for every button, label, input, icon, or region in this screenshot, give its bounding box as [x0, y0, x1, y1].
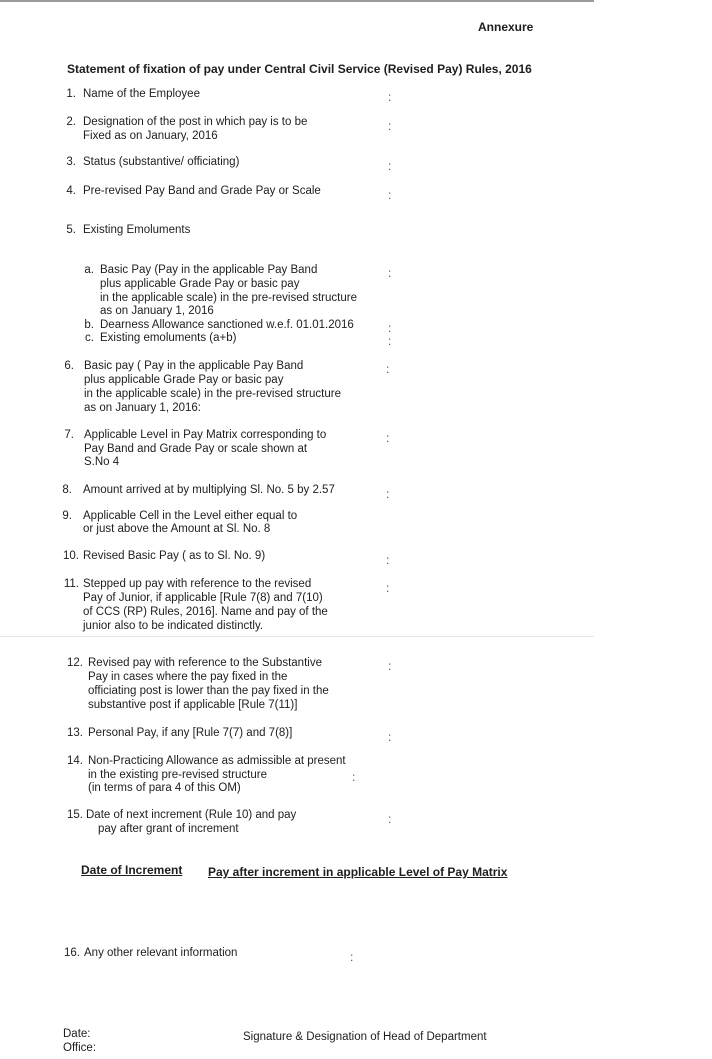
- signature-label: Signature & Designation of Head of Department: [243, 1031, 487, 1043]
- colon-separator: :: [388, 266, 392, 280]
- item-label: Basic pay ( Pay in the applicable Pay Band: [84, 360, 304, 372]
- item-label: in the applicable scale) in the pre-revised structure: [84, 388, 341, 400]
- item-number: 6.: [64, 360, 74, 372]
- item-label: Pay Band and Grade Pay or scale shown at: [84, 443, 308, 455]
- item-number: 1.: [66, 88, 76, 100]
- item-label: as on January 1, 2016:: [84, 402, 201, 414]
- date-label: Date:: [63, 1028, 91, 1040]
- item-label: plus applicable Grade Pay or basic pay: [100, 278, 300, 290]
- colon-separator: :: [386, 581, 390, 595]
- item-label: S.No 4: [84, 456, 120, 468]
- item-label: Designation of the post in which pay is to be: [83, 116, 308, 128]
- item-label: Status (substantive/ officiating): [83, 156, 240, 168]
- item-label: (in terms of para 4 of this OM): [88, 782, 241, 794]
- item-label: Revised pay with reference to the Substantive: [88, 657, 322, 669]
- colon-separator: :: [352, 770, 356, 784]
- item-label: Stepped up pay with reference to the revised: [83, 578, 312, 590]
- item-label: Existing emoluments (a+b): [100, 332, 237, 344]
- item-label: officiating post is lower than the pay fixed in the: [88, 685, 329, 697]
- colon-separator: :: [388, 188, 392, 202]
- item-label: Personal Pay, if any [Rule 7(7) and 7(8)]: [88, 727, 293, 739]
- page-title: Statement of fixation of pay under Central Civil Service (Revised Pay) Rules, 2016: [67, 62, 532, 76]
- item-label: plus applicable Grade Pay or basic pay: [84, 374, 284, 386]
- colon-separator: :: [386, 362, 390, 376]
- item-label: Existing Emoluments: [83, 224, 191, 236]
- colon-separator: :: [388, 659, 392, 673]
- annexure-label: Annexure: [478, 20, 534, 34]
- colon-separator: :: [388, 334, 392, 348]
- sub-item-letter: b.: [84, 319, 94, 331]
- item-number: 7.: [64, 429, 74, 441]
- item-label: of CCS (RP) Rules, 2016]. Name and pay of the: [83, 606, 328, 618]
- item-number: 5.: [66, 224, 76, 236]
- colon-separator: :: [388, 159, 392, 173]
- colon-separator: :: [386, 553, 390, 567]
- office-label: Office:: [63, 1042, 97, 1054]
- item-label: Revised Basic Pay ( as to Sl. No. 9): [83, 550, 266, 562]
- item-label: Fixed as on January, 2016: [83, 130, 218, 142]
- colon-separator: :: [350, 950, 354, 964]
- item-label: pay after grant of increment: [98, 823, 239, 835]
- page-fold-line: [0, 636, 594, 637]
- item-number: 2.: [66, 116, 76, 128]
- item-number: 15.: [67, 809, 83, 821]
- sub-item-letter: a.: [84, 264, 94, 276]
- item-number: 10.: [63, 550, 79, 562]
- item-label: junior also to be indicated distinctly.: [83, 620, 264, 632]
- item-label: Applicable Level in Pay Matrix corresponding to: [84, 429, 327, 441]
- item-number: 13.: [67, 727, 83, 739]
- colon-separator: :: [388, 812, 392, 826]
- item-label: in the applicable scale) in the pre-revised structure: [100, 292, 357, 304]
- item-label: Pay in cases where the pay fixed in the: [88, 671, 288, 683]
- item-number: 4.: [66, 185, 76, 197]
- item-number: 14.: [67, 755, 83, 767]
- item-number: 3.: [66, 156, 76, 168]
- colon-separator: :: [388, 730, 392, 744]
- item-label: in the existing pre-revised structure: [88, 769, 267, 781]
- item-number: 12.: [67, 657, 83, 669]
- item-number: 11.: [63, 578, 79, 590]
- item-label: as on January 1, 2016: [100, 305, 214, 317]
- item-label: Amount arrived at by multiplying Sl. No. 5 by 2.57: [83, 484, 335, 496]
- item-number: 16.: [64, 947, 80, 959]
- colon-separator: :: [388, 119, 392, 133]
- colon-separator: :: [388, 90, 392, 104]
- colon-separator: :: [386, 431, 390, 445]
- item-number: 9.: [62, 510, 72, 522]
- item-label: Pay of Junior, if applicable [Rule 7(8) and 7(10): [83, 592, 323, 604]
- item-label: Any other relevant information: [84, 947, 238, 959]
- colon-separator: :: [386, 487, 390, 501]
- item-label: Date of next increment (Rule 10) and pay: [86, 809, 297, 821]
- item-label: Basic Pay (Pay in the applicable Pay Band: [100, 264, 318, 276]
- item-label: Dearness Allowance sanctioned w.e.f. 01.01.2016: [100, 319, 354, 331]
- item-label: Applicable Cell in the Level either equal to: [83, 510, 298, 522]
- item-label: Non-Practicing Allowance as admissible at present: [88, 755, 346, 767]
- pay-after-increment-header: Pay after increment in applicable Level of Pay Matrix: [208, 865, 508, 879]
- colon-separator: :: [388, 321, 392, 335]
- item-number: 8.: [62, 484, 72, 496]
- item-label: substantive post if applicable [Rule 7(11)]: [88, 699, 298, 711]
- item-label: or just above the Amount at Sl. No. 8: [83, 523, 271, 535]
- item-label: Pre-revised Pay Band and Grade Pay or Scale: [83, 185, 321, 197]
- top-border-line: [0, 0, 594, 2]
- item-label: Name of the Employee: [83, 88, 200, 100]
- date-of-increment-header: Date of Increment: [81, 863, 183, 877]
- sub-item-letter: c.: [85, 332, 94, 344]
